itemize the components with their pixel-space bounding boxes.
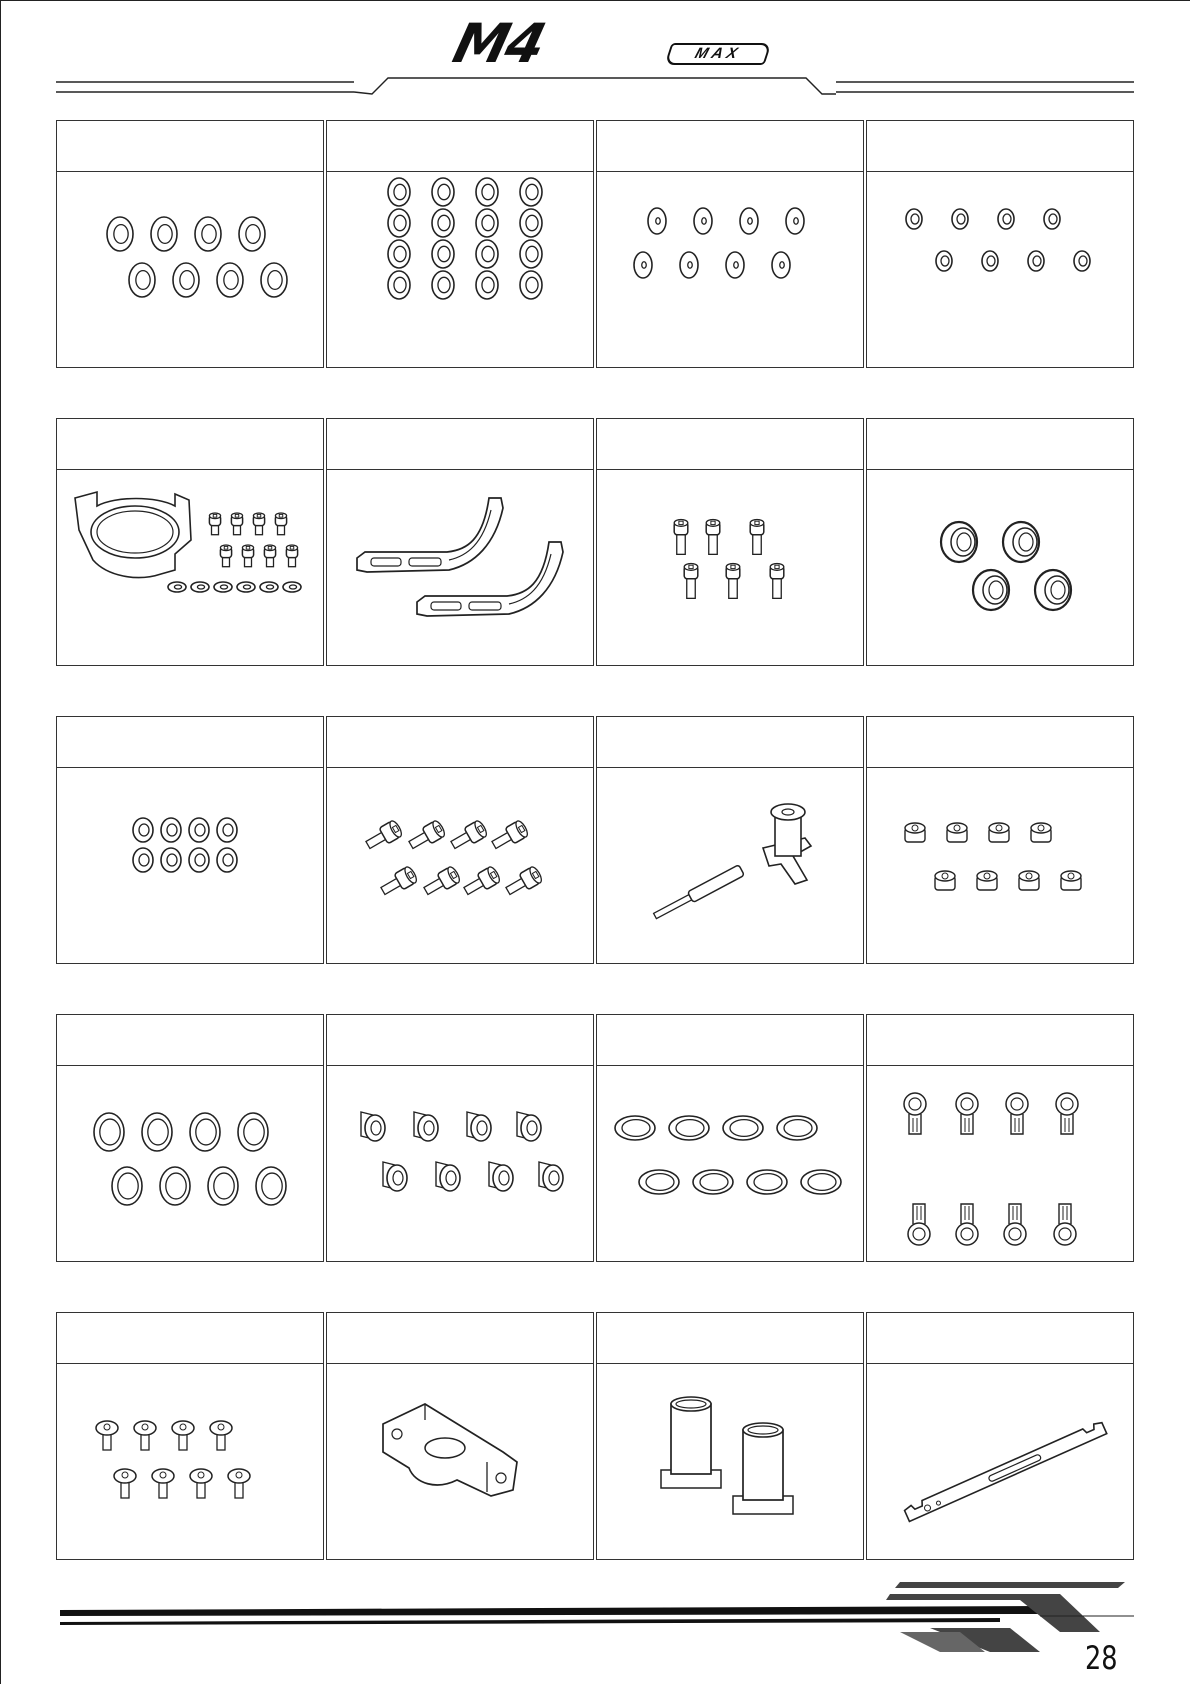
part-card <box>56 1014 324 1262</box>
washers-16-icon <box>327 172 593 367</box>
button-head-screws-icon <box>57 1364 323 1559</box>
part-card <box>326 716 594 964</box>
part-card <box>596 1014 864 1262</box>
shaft-and-hub-tool-icon <box>597 768 863 963</box>
part-label-box <box>597 1015 863 1066</box>
flanged-bearings-icon <box>867 470 1133 665</box>
part-label-box <box>867 419 1133 470</box>
part-card <box>326 1312 594 1560</box>
washers-large-icon <box>57 172 323 367</box>
part-card <box>56 418 324 666</box>
part-card <box>596 1312 864 1560</box>
part-card <box>326 1014 594 1262</box>
part-label-box <box>57 419 323 470</box>
part-card <box>326 418 594 666</box>
part-label-box <box>57 121 323 172</box>
ball-link-ends-icon <box>867 1066 1133 1261</box>
header-decoration <box>0 0 1190 110</box>
part-label-box <box>57 717 323 768</box>
blade-grip-hub-icon <box>327 1364 593 1559</box>
part-label-box <box>57 1015 323 1066</box>
part-label-box <box>867 1313 1133 1364</box>
part-label-box <box>867 121 1133 172</box>
socket-cap-screws-angled-icon <box>327 768 593 963</box>
part-label-box <box>327 419 593 470</box>
landing-skid-struts-icon <box>327 470 593 665</box>
small-washers-8-icon <box>57 768 323 963</box>
flat-wrench-tool-icon <box>867 1364 1133 1559</box>
part-label-box <box>597 121 863 172</box>
part-card <box>596 418 864 666</box>
part-card <box>866 120 1134 368</box>
flanged-bushings-icon <box>597 1364 863 1559</box>
flat-washers-wide-icon <box>597 1066 863 1261</box>
part-card <box>596 120 864 368</box>
part-label-box <box>57 1313 323 1364</box>
part-label-box <box>597 717 863 768</box>
set-screw-nuts-icon <box>867 768 1133 963</box>
footer-decoration <box>0 1570 1190 1684</box>
part-label-box <box>867 1015 1133 1066</box>
washers-tiny-icon <box>867 172 1133 367</box>
part-card <box>326 120 594 368</box>
brand-suffix-logo: MAX <box>664 43 771 65</box>
part-card <box>866 716 1134 964</box>
page-number: 28 <box>1085 1639 1118 1677</box>
socket-cap-screws-long-icon <box>597 470 863 665</box>
part-label-box <box>597 419 863 470</box>
spacer-collars-icon <box>327 1066 593 1261</box>
part-card <box>56 120 324 368</box>
brand-model-logo: M4 <box>447 12 551 75</box>
washers-small-thin-icon <box>597 172 863 367</box>
part-card <box>56 716 324 964</box>
swashplate-guide-with-screws-icon <box>57 470 323 665</box>
o-rings-icon <box>57 1066 323 1261</box>
part-label-box <box>597 1313 863 1364</box>
part-card <box>56 1312 324 1560</box>
part-label-box <box>327 1015 593 1066</box>
part-card <box>596 716 864 964</box>
part-card <box>866 418 1134 666</box>
part-card <box>866 1312 1134 1560</box>
part-label-box <box>327 121 593 172</box>
part-label-box <box>867 717 1133 768</box>
part-label-box <box>327 1313 593 1364</box>
part-label-box <box>327 717 593 768</box>
part-card <box>866 1014 1134 1262</box>
